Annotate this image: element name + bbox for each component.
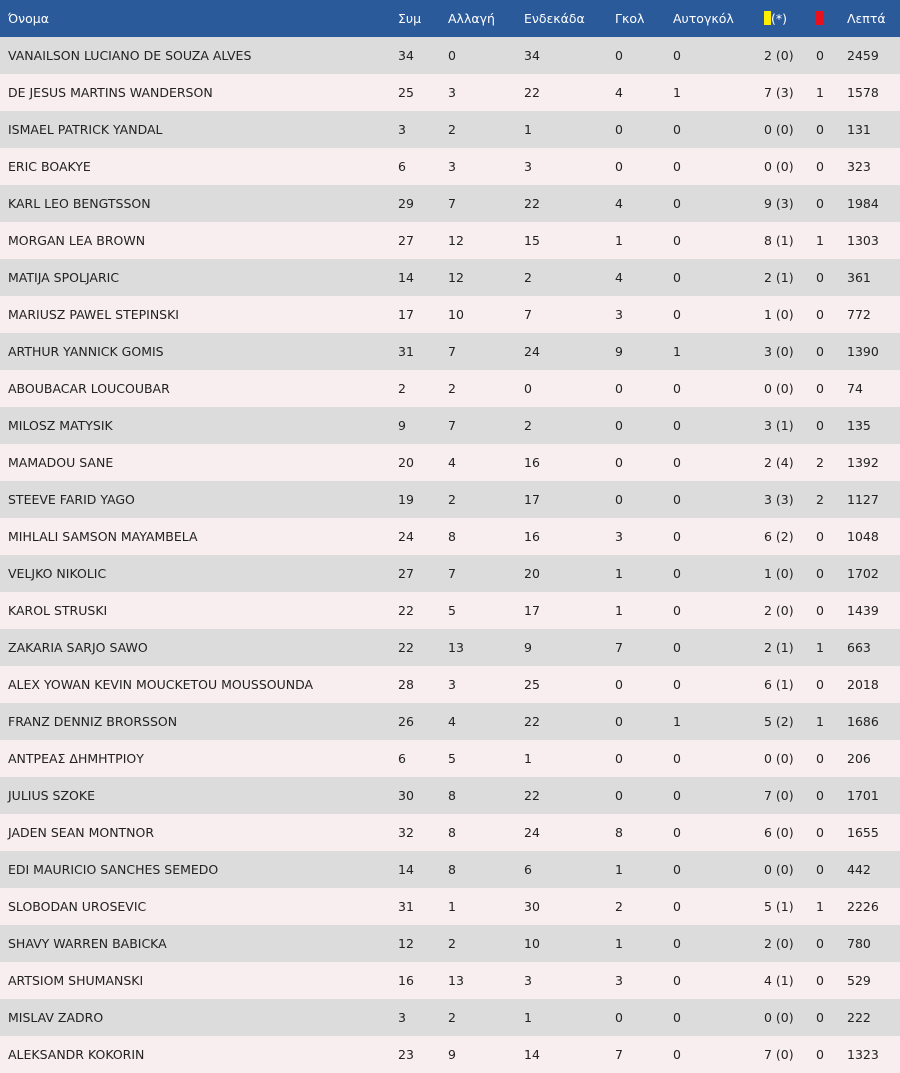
- goals-cell: 0: [615, 381, 623, 396]
- starts-cell: 17: [524, 603, 540, 618]
- goals-cell: 8: [615, 825, 623, 840]
- starts-cell: 7: [524, 307, 532, 322]
- col-header-yellow-cards[interactable]: [764, 0, 816, 37]
- substitutions-cell: 1: [448, 899, 456, 914]
- minutes-cell: 772: [847, 307, 871, 322]
- goals-cell: 7: [615, 640, 623, 655]
- appearances-cell: 19: [398, 492, 414, 507]
- goals-cell: 0: [615, 418, 623, 433]
- player-name-cell: STEEVE FARID YAGO: [8, 492, 135, 507]
- starts-cell: 6: [524, 862, 532, 877]
- starts-cell: 9: [524, 640, 532, 655]
- appearances-cell: 30: [398, 788, 414, 803]
- yellow-cards-cell: 3 (3): [764, 492, 794, 507]
- yellow-cards-cell: 5 (1): [764, 899, 794, 914]
- appearances-cell: 20: [398, 455, 414, 470]
- table-row: [0, 407, 900, 444]
- table-row: [0, 259, 900, 296]
- header-row: [0, 0, 900, 37]
- starts-cell: 20: [524, 566, 540, 581]
- substitutions-cell: 2: [448, 936, 456, 951]
- minutes-cell: 1392: [847, 455, 879, 470]
- starts-cell: 0: [524, 381, 532, 396]
- substitutions-cell: 4: [448, 714, 456, 729]
- own-goals-cell: 0: [673, 862, 681, 877]
- own-goals-cell: 0: [673, 640, 681, 655]
- appearances-cell: 31: [398, 344, 414, 359]
- minutes-cell: 361: [847, 270, 871, 285]
- table-row: [0, 777, 900, 814]
- table-row: [0, 74, 900, 111]
- red-cards-cell: 2: [816, 492, 824, 507]
- goals-cell: 4: [615, 85, 623, 100]
- minutes-cell: 1578: [847, 85, 879, 100]
- own-goals-cell: 0: [673, 270, 681, 285]
- starts-cell: 25: [524, 677, 540, 692]
- goals-cell: 0: [615, 159, 623, 174]
- red-cards-cell: 0: [816, 566, 824, 581]
- yellow-cards-cell: 7 (0): [764, 788, 794, 803]
- player-name-cell: SLOBODAN UROSEVIC: [8, 899, 147, 914]
- table-row: [0, 851, 900, 888]
- player-name-cell: ARTHUR YANNICK GOMIS: [8, 344, 164, 359]
- yellow-cards-cell: 2 (4): [764, 455, 794, 470]
- starts-cell: 22: [524, 788, 540, 803]
- starts-cell: 22: [524, 714, 540, 729]
- col-header-apps[interactable]: Συμ: [398, 11, 422, 26]
- appearances-cell: 26: [398, 714, 414, 729]
- table-row: [0, 592, 900, 629]
- goals-cell: 9: [615, 344, 623, 359]
- minutes-cell: 2018: [847, 677, 879, 692]
- minutes-cell: 1655: [847, 825, 879, 840]
- yellow-cards-cell: 6 (2): [764, 529, 794, 544]
- goals-cell: 0: [615, 751, 623, 766]
- substitutions-cell: 2: [448, 381, 456, 396]
- yellow-cards-cell: 7 (0): [764, 1047, 794, 1062]
- substitutions-cell: 3: [448, 85, 456, 100]
- substitutions-cell: 7: [448, 418, 456, 433]
- minutes-cell: 131: [847, 122, 871, 137]
- substitutions-cell: 2: [448, 122, 456, 137]
- substitutions-cell: 10: [448, 307, 464, 322]
- starts-cell: 3: [524, 159, 532, 174]
- starts-cell: 10: [524, 936, 540, 951]
- player-name-cell: FRANZ DENNIZ BRORSSON: [8, 714, 178, 729]
- red-cards-cell: 1: [816, 233, 824, 248]
- goals-cell: 4: [615, 196, 623, 211]
- red-cards-cell: 0: [816, 677, 824, 692]
- own-goals-cell: 1: [673, 714, 681, 729]
- minutes-cell: 222: [847, 1010, 871, 1025]
- yellow-cards-cell: 2 (1): [764, 640, 794, 655]
- appearances-cell: 27: [398, 566, 414, 581]
- red-cards-cell: 1: [816, 714, 824, 729]
- table-row: [0, 814, 900, 851]
- minutes-cell: 1127: [847, 492, 879, 507]
- red-cards-cell: 0: [816, 270, 824, 285]
- table-row: [0, 148, 900, 185]
- minutes-cell: 529: [847, 973, 871, 988]
- player-name-cell: KAROL STRUSKI: [8, 603, 108, 618]
- player-name-cell: ALEX YOWAN KEVIN MOUCKETOU MOUSSOUNDA: [8, 677, 314, 692]
- own-goals-cell: 0: [673, 492, 681, 507]
- own-goals-cell: 1: [673, 85, 681, 100]
- player-name-cell: MIHLALI SAMSON MAYAMBELA: [8, 529, 198, 544]
- own-goals-cell: 0: [673, 677, 681, 692]
- appearances-cell: 32: [398, 825, 414, 840]
- minutes-cell: 1439: [847, 603, 879, 618]
- minutes-cell: 442: [847, 862, 871, 877]
- substitutions-cell: 8: [448, 788, 456, 803]
- starts-cell: 17: [524, 492, 540, 507]
- own-goals-cell: 0: [673, 233, 681, 248]
- yellow-cards-cell: 0 (0): [764, 751, 794, 766]
- player-name-cell: ZAKARIA SARJO SAWO: [8, 640, 148, 655]
- minutes-cell: 780: [847, 936, 871, 951]
- appearances-cell: 17: [398, 307, 414, 322]
- appearances-cell: 25: [398, 85, 414, 100]
- red-cards-cell: 0: [816, 862, 824, 877]
- appearances-cell: 22: [398, 603, 414, 618]
- own-goals-cell: 0: [673, 603, 681, 618]
- red-cards-cell: 0: [816, 307, 824, 322]
- table-header: [0, 0, 900, 37]
- own-goals-cell: 0: [673, 455, 681, 470]
- appearances-cell: 23: [398, 1047, 414, 1062]
- starts-cell: 2: [524, 418, 532, 433]
- own-goals-cell: 0: [673, 788, 681, 803]
- starts-cell: 16: [524, 455, 540, 470]
- table-row: [0, 555, 900, 592]
- appearances-cell: 2: [398, 381, 406, 396]
- goals-cell: 0: [615, 677, 623, 692]
- yellow-cards-cell: 2 (0): [764, 48, 794, 63]
- yellow-cards-cell: 1 (0): [764, 307, 794, 322]
- yellow-cards-cell: 0 (0): [764, 159, 794, 174]
- red-cards-cell: 0: [816, 122, 824, 137]
- goals-cell: 0: [615, 48, 623, 63]
- substitutions-cell: 7: [448, 344, 456, 359]
- appearances-cell: 28: [398, 677, 414, 692]
- own-goals-cell: 0: [673, 196, 681, 211]
- player-name-cell: VELJKO NIKOLIC: [8, 566, 107, 581]
- table-row: [0, 888, 900, 925]
- starts-cell: 1: [524, 1010, 532, 1025]
- substitutions-cell: 9: [448, 1047, 456, 1062]
- red-cards-cell: 0: [816, 1047, 824, 1062]
- player-name-cell: ARTSIOM SHUMANSKI: [8, 973, 144, 988]
- player-name-cell: DE JESUS MARTINS WANDERSON: [8, 85, 213, 100]
- appearances-cell: 3: [398, 122, 406, 137]
- goals-cell: 0: [615, 492, 623, 507]
- substitutions-cell: 12: [448, 233, 464, 248]
- minutes-cell: 1390: [847, 344, 879, 359]
- goals-cell: 3: [615, 307, 623, 322]
- red-cards-cell: 0: [816, 1010, 824, 1025]
- starts-cell: 22: [524, 85, 540, 100]
- minutes-cell: 206: [847, 751, 871, 766]
- own-goals-cell: 0: [673, 566, 681, 581]
- table-body: [0, 37, 900, 1073]
- red-cards-cell: 0: [816, 159, 824, 174]
- goals-cell: 1: [615, 566, 623, 581]
- goals-cell: 2: [615, 899, 623, 914]
- minutes-cell: 323: [847, 159, 871, 174]
- substitutions-cell: 0: [448, 48, 456, 63]
- substitutions-cell: 13: [448, 973, 464, 988]
- red-cards-cell: 0: [816, 751, 824, 766]
- col-header-name[interactable]: Όνομα: [8, 11, 49, 26]
- starts-cell: 34: [524, 48, 540, 63]
- goals-cell: 0: [615, 122, 623, 137]
- table-row: [0, 111, 900, 148]
- minutes-cell: 1048: [847, 529, 879, 544]
- own-goals-cell: 0: [673, 418, 681, 433]
- appearances-cell: 3: [398, 1010, 406, 1025]
- yellow-cards-cell: 0 (0): [764, 1010, 794, 1025]
- own-goals-cell: 0: [673, 825, 681, 840]
- red-cards-cell: 0: [816, 344, 824, 359]
- player-name-cell: SHAVY WARREN BABICKA: [8, 936, 167, 951]
- appearances-cell: 27: [398, 233, 414, 248]
- own-goals-cell: 0: [673, 936, 681, 951]
- table-row: [0, 370, 900, 407]
- yellow-cards-cell: 9 (3): [764, 196, 794, 211]
- own-goals-cell: 0: [673, 1047, 681, 1062]
- player-name-cell: JADEN SEAN MONTNOR: [8, 825, 155, 840]
- own-goals-cell: 0: [673, 48, 681, 63]
- red-cards-cell: 0: [816, 936, 824, 951]
- substitutions-cell: 3: [448, 677, 456, 692]
- substitutions-cell: 5: [448, 603, 456, 618]
- starts-cell: 30: [524, 899, 540, 914]
- minutes-cell: 1702: [847, 566, 879, 581]
- yellow-cards-cell: 2 (0): [764, 603, 794, 618]
- red-cards-cell: 0: [816, 825, 824, 840]
- red-cards-cell: 1: [816, 85, 824, 100]
- starts-cell: 22: [524, 196, 540, 211]
- player-name-cell: ABOUBACAR LOUCOUBAR: [8, 381, 170, 396]
- appearances-cell: 14: [398, 862, 414, 877]
- player-name-cell: JULIUS SZOKE: [8, 788, 95, 803]
- player-name-cell: ΑΝΤΡΕΑΣ ΔΗΜΗΤΡΙΟΥ: [8, 751, 144, 766]
- table-row: [0, 703, 900, 740]
- red-cards-cell: 2: [816, 455, 824, 470]
- starts-cell: 24: [524, 344, 540, 359]
- player-name-cell: MISLAV ZADRO: [8, 1010, 104, 1025]
- minutes-cell: 1323: [847, 1047, 879, 1062]
- red-cards-cell: 1: [816, 640, 824, 655]
- goals-cell: 0: [615, 714, 623, 729]
- yellow-card-suffix: (*): [771, 11, 788, 26]
- goals-cell: 4: [615, 270, 623, 285]
- player-name-cell: ALEKSANDR KOKORIN: [8, 1047, 145, 1062]
- yellow-cards-cell: 0 (0): [764, 122, 794, 137]
- goals-cell: 3: [615, 973, 623, 988]
- yellow-cards-cell: 7 (3): [764, 85, 794, 100]
- substitutions-cell: 8: [448, 862, 456, 877]
- own-goals-cell: 0: [673, 973, 681, 988]
- red-cards-cell: 1: [816, 899, 824, 914]
- substitutions-cell: 5: [448, 751, 456, 766]
- substitutions-cell: 12: [448, 270, 464, 285]
- goals-cell: 1: [615, 862, 623, 877]
- substitutions-cell: 8: [448, 529, 456, 544]
- own-goals-cell: 0: [673, 307, 681, 322]
- table-row: [0, 740, 900, 777]
- player-name-cell: ISMAEL PATRICK YANDAL: [8, 122, 163, 137]
- yellow-cards-cell: 5 (2): [764, 714, 794, 729]
- col-header-goals[interactable]: Γκολ: [615, 11, 645, 26]
- own-goals-cell: 0: [673, 122, 681, 137]
- appearances-cell: 29: [398, 196, 414, 211]
- player-name-cell: MARIUSZ PAWEL STEPINSKI: [8, 307, 179, 322]
- player-name-cell: MORGAN LEA BROWN: [8, 233, 146, 248]
- red-card-icon: [816, 11, 823, 25]
- table-row: [0, 1036, 900, 1073]
- appearances-cell: 14: [398, 270, 414, 285]
- player-name-cell: KARL LEO BENGTSSON: [8, 196, 151, 211]
- starts-cell: 16: [524, 529, 540, 544]
- col-header-own-goals[interactable]: Αυτογκόλ: [673, 11, 734, 26]
- player-name-cell: ERIC BOAKYE: [8, 159, 91, 174]
- yellow-card-icon: [764, 11, 771, 25]
- yellow-cards-cell: 0 (0): [764, 381, 794, 396]
- goals-cell: 0: [615, 788, 623, 803]
- red-cards-cell: 0: [816, 196, 824, 211]
- table-row: [0, 999, 900, 1036]
- appearances-cell: 6: [398, 751, 406, 766]
- table-row: [0, 296, 900, 333]
- substitutions-cell: 4: [448, 455, 456, 470]
- player-name-cell: VANAILSON LUCIANO DE SOUZA ALVES: [8, 48, 252, 63]
- yellow-cards-cell: 6 (0): [764, 825, 794, 840]
- substitutions-cell: 8: [448, 825, 456, 840]
- minutes-cell: 2226: [847, 899, 879, 914]
- goals-cell: 1: [615, 603, 623, 618]
- player-name-cell: MILOSZ MATYSIK: [8, 418, 113, 433]
- own-goals-cell: 0: [673, 381, 681, 396]
- yellow-cards-cell: 6 (1): [764, 677, 794, 692]
- yellow-cards-cell: 3 (1): [764, 418, 794, 433]
- starts-cell: 1: [524, 751, 532, 766]
- table-row: [0, 185, 900, 222]
- red-cards-cell: 0: [816, 603, 824, 618]
- own-goals-cell: 0: [673, 529, 681, 544]
- yellow-cards-cell: 8 (1): [764, 233, 794, 248]
- own-goals-cell: 0: [673, 899, 681, 914]
- own-goals-cell: 0: [673, 1010, 681, 1025]
- player-name-cell: EDI MAURICIO SANCHES SEMEDO: [8, 862, 219, 877]
- yellow-cards-cell: 0 (0): [764, 862, 794, 877]
- table-row: [0, 37, 900, 74]
- starts-cell: 3: [524, 973, 532, 988]
- red-cards-cell: 0: [816, 788, 824, 803]
- col-header-starts[interactable]: Ενδεκάδα: [524, 11, 585, 26]
- own-goals-cell: 0: [673, 751, 681, 766]
- starts-cell: 1: [524, 122, 532, 137]
- minutes-cell: 1984: [847, 196, 879, 211]
- player-name-cell: MAMADOU SANE: [8, 455, 114, 470]
- minutes-cell: 2459: [847, 48, 879, 63]
- yellow-cards-cell: 2 (1): [764, 270, 794, 285]
- appearances-cell: 12: [398, 936, 414, 951]
- red-cards-cell: 0: [816, 48, 824, 63]
- appearances-cell: 31: [398, 899, 414, 914]
- minutes-cell: 74: [847, 381, 863, 396]
- starts-cell: 24: [524, 825, 540, 840]
- goals-cell: 0: [615, 1010, 623, 1025]
- substitutions-cell: 2: [448, 492, 456, 507]
- minutes-cell: 1701: [847, 788, 879, 803]
- substitutions-cell: 13: [448, 640, 464, 655]
- minutes-cell: 1686: [847, 714, 879, 729]
- col-header-minutes[interactable]: Λεπτά: [847, 11, 886, 26]
- red-cards-cell: 0: [816, 381, 824, 396]
- col-header-red-cards[interactable]: [816, 0, 847, 37]
- appearances-cell: 34: [398, 48, 414, 63]
- own-goals-cell: 0: [673, 159, 681, 174]
- table-row: [0, 629, 900, 666]
- substitutions-cell: 7: [448, 566, 456, 581]
- goals-cell: 1: [615, 936, 623, 951]
- minutes-cell: 135: [847, 418, 871, 433]
- minutes-cell: 1303: [847, 233, 879, 248]
- table-row: [0, 444, 900, 481]
- red-cards-cell: 0: [816, 529, 824, 544]
- red-cards-cell: 0: [816, 418, 824, 433]
- goals-cell: 7: [615, 1047, 623, 1062]
- table-row: [0, 481, 900, 518]
- starts-cell: 2: [524, 270, 532, 285]
- minutes-cell: 663: [847, 640, 871, 655]
- table-row: [0, 518, 900, 555]
- table-row: [0, 333, 900, 370]
- substitutions-cell: 3: [448, 159, 456, 174]
- yellow-cards-cell: 2 (0): [764, 936, 794, 951]
- appearances-cell: 16: [398, 973, 414, 988]
- table-row: [0, 222, 900, 259]
- goals-cell: 0: [615, 455, 623, 470]
- goals-cell: 1: [615, 233, 623, 248]
- yellow-cards-cell: 4 (1): [764, 973, 794, 988]
- starts-cell: 14: [524, 1047, 540, 1062]
- starts-cell: 15: [524, 233, 540, 248]
- own-goals-cell: 1: [673, 344, 681, 359]
- player-name-cell: MATIJA SPOLJARIC: [8, 270, 120, 285]
- appearances-cell: 9: [398, 418, 406, 433]
- appearances-cell: 22: [398, 640, 414, 655]
- col-header-sub[interactable]: Αλλαγή: [448, 11, 495, 26]
- substitutions-cell: 7: [448, 196, 456, 211]
- yellow-cards-cell: 1 (0): [764, 566, 794, 581]
- goals-cell: 3: [615, 529, 623, 544]
- yellow-cards-cell: 3 (0): [764, 344, 794, 359]
- red-cards-cell: 0: [816, 973, 824, 988]
- table-row: [0, 666, 900, 703]
- appearances-cell: 24: [398, 529, 414, 544]
- table-row: [0, 925, 900, 962]
- substitutions-cell: 2: [448, 1010, 456, 1025]
- appearances-cell: 6: [398, 159, 406, 174]
- table-row: [0, 962, 900, 999]
